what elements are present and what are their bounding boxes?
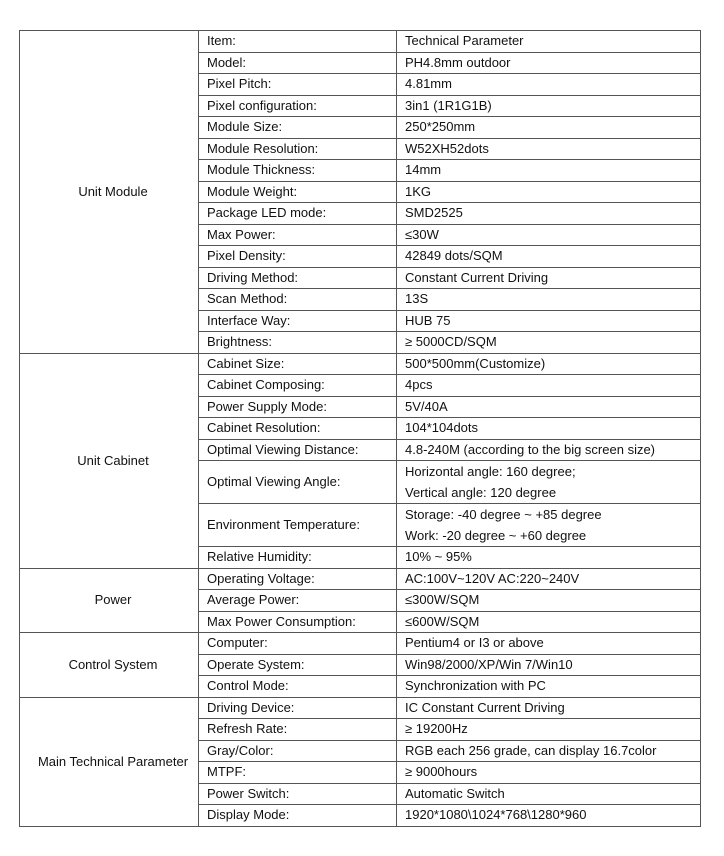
group-name: Unit Module (20, 31, 199, 354)
param-label: Gray/Color: (199, 740, 397, 762)
param-value: Synchronization with PC (397, 676, 701, 698)
param-value: 14mm (397, 160, 701, 182)
param-label: Cabinet Composing: (199, 375, 397, 397)
param-value: Automatic Switch (397, 783, 701, 805)
param-value: RGB each 256 grade, can display 16.7color (397, 740, 701, 762)
spec-table (19, 30, 701, 827)
param-label: Optimal Viewing Angle: (199, 461, 397, 504)
param-value: ≥ 5000CD/SQM (397, 332, 701, 354)
param-value (397, 504, 701, 547)
param-label: Max Power Consumption: (199, 611, 397, 633)
param-label: Module Thickness: (199, 160, 397, 182)
param-value-line: Horizontal angle: 160 degree; (405, 464, 576, 479)
param-value: AC:100V~120V AC:220~240V (397, 568, 701, 590)
table-row (20, 31, 701, 53)
param-value: 5V/40A (397, 396, 701, 418)
table-row (20, 353, 701, 375)
param-value: 250*250mm (397, 117, 701, 139)
param-value: 1920*1080\1024*768\1280*960 (397, 805, 701, 827)
param-label: Power Supply Mode: (199, 396, 397, 418)
param-label: Relative Humidity: (199, 547, 397, 569)
param-value: ≤30W (397, 224, 701, 246)
param-label: Max Power: (199, 224, 397, 246)
param-label: Control Mode: (199, 676, 397, 698)
param-label: Driving Device: (199, 697, 397, 719)
param-value-line: Vertical angle: 120 degree (405, 485, 557, 500)
param-value: 104*104dots (397, 418, 701, 440)
param-label: Refresh Rate: (199, 719, 397, 741)
param-value: Technical Parameter (397, 31, 701, 53)
group-name: Unit Cabinet (20, 353, 199, 568)
param-label: Operating Voltage: (199, 568, 397, 590)
param-value: 1KG (397, 181, 701, 203)
param-label: Display Mode: (199, 805, 397, 827)
param-value-line: Storage: -40 degree ~ +85 degree (405, 507, 602, 522)
param-value: 4.81mm (397, 74, 701, 96)
param-label: Scan Method: (199, 289, 397, 311)
group-name: Main Technical Parameter (20, 697, 199, 826)
param-value: 3in1 (1R1G1B) (397, 95, 701, 117)
param-label: Item: (199, 31, 397, 53)
param-value: ≥ 9000hours (397, 762, 701, 784)
param-value: 500*500mm(Customize) (397, 353, 701, 375)
param-value: ≤300W/SQM (397, 590, 701, 612)
param-label: Pixel Pitch: (199, 74, 397, 96)
param-value: ≤600W/SQM (397, 611, 701, 633)
group-name: Control System (20, 633, 199, 698)
param-value (397, 461, 701, 504)
param-value: SMD2525 (397, 203, 701, 225)
param-value-line: Work: -20 degree ~ +60 degree (405, 528, 587, 543)
param-label: Interface Way: (199, 310, 397, 332)
param-label: Optimal Viewing Distance: (199, 439, 397, 461)
param-value: 4.8-240M (according to the big screen size) (397, 439, 701, 461)
table-row (20, 633, 701, 655)
param-label: Operate System: (199, 654, 397, 676)
param-value: 42849 dots/SQM (397, 246, 701, 268)
param-value: 13S (397, 289, 701, 311)
spec-table-body (20, 31, 701, 827)
param-label: Package LED mode: (199, 203, 397, 225)
table-row (20, 697, 701, 719)
param-value: ≥ 19200Hz (397, 719, 701, 741)
param-label: MTPF: (199, 762, 397, 784)
table-row (20, 568, 701, 590)
param-label: Module Resolution: (199, 138, 397, 160)
param-label: Module Size: (199, 117, 397, 139)
param-label: Computer: (199, 633, 397, 655)
param-value: Pentium4 or I3 or above (397, 633, 701, 655)
param-label: Model: (199, 52, 397, 74)
param-label: Power Switch: (199, 783, 397, 805)
param-label: Module Weight: (199, 181, 397, 203)
param-value: HUB 75 (397, 310, 701, 332)
param-label: Average Power: (199, 590, 397, 612)
param-value: 10% ~ 95% (397, 547, 701, 569)
param-label: Environment Temperature: (199, 504, 397, 547)
param-label: Pixel configuration: (199, 95, 397, 117)
param-label: Brightness: (199, 332, 397, 354)
param-label: Cabinet Resolution: (199, 418, 397, 440)
param-label: Driving Method: (199, 267, 397, 289)
param-value: 4pcs (397, 375, 701, 397)
param-value: PH4.8mm outdoor (397, 52, 701, 74)
param-label: Pixel Density: (199, 246, 397, 268)
param-value: Win98/2000/XP/Win 7/Win10 (397, 654, 701, 676)
param-value: IC Constant Current Driving (397, 697, 701, 719)
param-value: W52XH52dots (397, 138, 701, 160)
group-name: Power (20, 568, 199, 633)
param-label: Cabinet Size: (199, 353, 397, 375)
param-value: Constant Current Driving (397, 267, 701, 289)
